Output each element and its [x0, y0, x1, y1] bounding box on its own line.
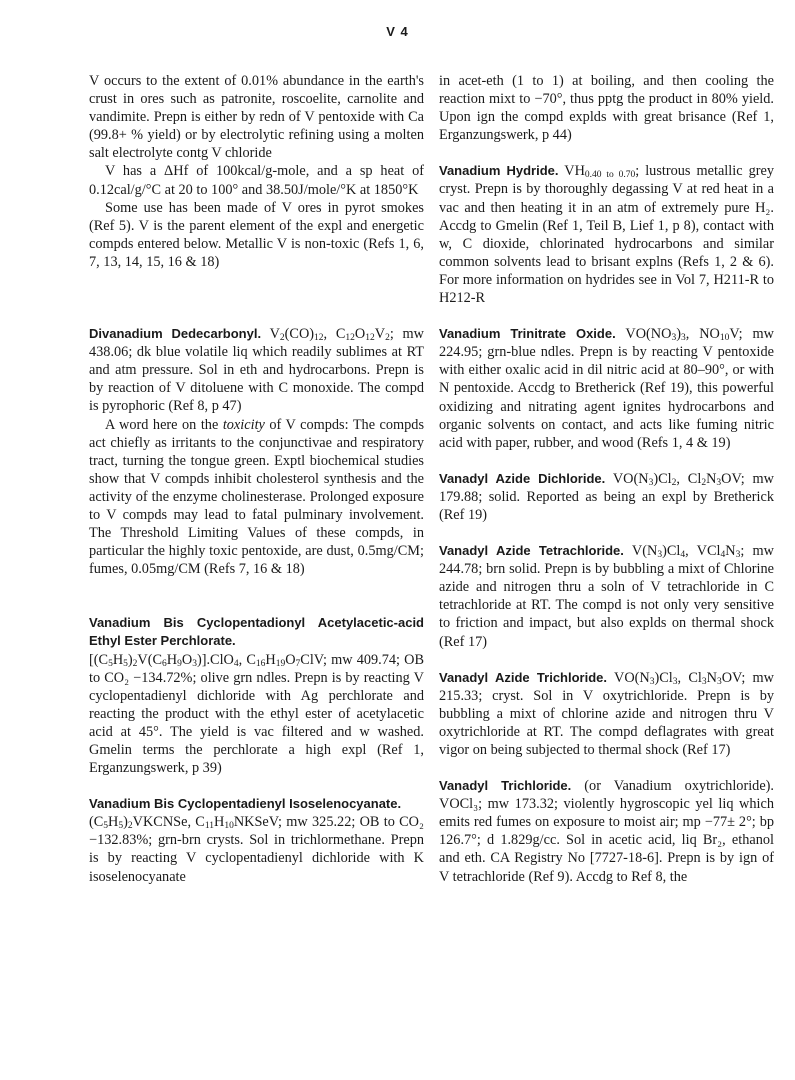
- continuation-paragraph: in acet-eth (1 to 1) at boiling, and then cooling the reaction mixt to −70°, thus pptg the product in 80% yield. Upon ign the compd explds with great brisance (Ref 1, Erganzungswerk, p 44): [439, 73, 774, 144]
- entry-heading: Vanadium Hydride.: [439, 163, 559, 179]
- entry-azide-dichloride: Vanadyl Azide Dichloride. $VO(N_3)Cl_2$, $Cl_2N_3OV$; mw 179.88; solid. Reported as being an expl by Bretherick (Ref 19): [439, 470, 774, 523]
- entry-vanadium-hydride: Vanadium Hydride. $VH_{0.40 to 0.70}$; lustrous metallic grey cryst. Prepn is by thoroughly degassing V at red heat in a vac and then heating it in an atm of extremely pure H₂. Accdg to Gmelin (Ref 1, Teil B, Lief 1, p 8), contact with w, C dioxide, chlorinated hydrocarbons and similar common solvents lead to brisant explns (Refs 1, 2 & 6). For more information on hydrides see in Vol 7, H211-R to H212-R: [439, 163, 774, 307]
- entry-heading: Vanadyl Azide Trichloride.: [439, 669, 607, 685]
- entry-text: ; mw 325.22; OB to CO₂ −132.83%; grn-brn crysts. Sol in trichlormethane. Prepn is by reacting V cyclopentadienyl dichloride with K isoselenocyanate: [89, 814, 424, 885]
- entry-heading: Vanadyl Trichloride.: [439, 778, 572, 794]
- entry-text: mw 409.74; OB to CO₂ −134.72%; olive grn ndles. Prepn is by reacting V cyclopentadienyl dichloride with Ag perchlorate and reacting the product with the ethyl ester of acetylacetic acid at 45°. The yield is vac filtered and w washed. Gmelin terms the perchlorate a high expl (Ref 1, Erganzungswerk, p 39): [89, 651, 425, 777]
- intro-paragraph-3: Some use has been made of V ores in pyrot smokes (Ref 5). V is the parent element of the expl and energetic compds entered below. Metallic V is non-toxic (Refs 1, 6, 7, 13, 14, 15, 16 & 18): [89, 199, 424, 270]
- entry-text: ; mw 215.33; cryst. Sol in V oxytrichloride. Prepn is by bubbling a mixt of chlorine azide and nitrogen thru V oxytrichloride at RT. The compd deflagrates with great vigor on being subjected to thermal shock (Ref 17): [439, 669, 774, 758]
- entry-text: mw 224.95; grn-blue ndles. Prepn is by reacting V pentoxide with either oxalic acid in dil nitric acid at 80–90°, or with N pentoxide. Accdg to Bretherick (Ref 19), this powerful oxidizing and nitrating agent ignites hydrocarbons and organic solvents on contact, and acts like fuming nitric acid with paper, rubber, and wood (Refs 1, 4 & 19): [439, 326, 774, 451]
- toxicity-text-pre: A word here on the: [105, 416, 219, 433]
- right-column: [439, 72, 774, 886]
- intro-paragraph-2: V has a ΔHf of 100kcal/g-mole, and a sp heat of 0.12cal/g/°C at 20 to 100° and 38.50J/mole/°K at 1850°K: [89, 163, 424, 198]
- entry-heading: Vanadyl Azide Tetrachloride.: [439, 543, 624, 559]
- entry-text: ; mw 179.88; solid. Reported as being an expl by Bretherick (Ref 19): [439, 470, 774, 523]
- entry-heading: Vanadyl Azide Dichloride.: [439, 470, 606, 486]
- toxicity-emphasis: toxicity: [222, 416, 265, 433]
- toxicity-text: of V compds: The compds act chiefly as irritants to the conjunctivae and respiratory tract, turning the tongue green. Exptl biochemical studies show that V compds inhibit cholesterol synthesis and the activity of the enzyme cholinesterase. Prolonged exposure to V compds may lead to fatal pulminary involvement. The Threshold Limiting Values of these compds, in particular the highly toxic pentoxide, are dust, 0.5mg/CM; fumes, 0.05mg/CM (Refs 7, 16 & 18): [89, 416, 425, 578]
- entry-heading: Divanadium Dedecarbonyl.: [89, 326, 262, 342]
- entry-bis-ester-perchlorate: Vanadium Bis Cyclopentadionyl Acetylacetic-acid Ethyl Ester Perchlorate. $[(C_5H_5)_2V(C_6H_9O_3)].ClO_4$, $C_{16}H_{19}O_7ClV$; mw 409.74; OB to CO₂ −134.72%; olive grn ndles. Prepn is by reacting V cyclopentadienyl dichloride with Ag perchlorate and reacting the product with the ethyl ester of acetylacetic acid at 45°. The yield is vac filtered and w washed. Gmelin terms the perchlorate a high expl (Ref 1, Erganzungswerk, p 39): [89, 615, 425, 777]
- entry-heading: Vanadium Trinitrate Oxide.: [439, 326, 616, 342]
- entry-bis-isoselenocyanate: Vanadium Bis Cyclopentadienyl Isoselenocyanate. $(C_5H_5)_2VKCNSe$, $C_{11}H_{10}NKSeV$; mw 325.22; OB to CO₂ −132.83%; grn-brn crysts. Sol in trichlormethane. Prepn is by reacting V cyclopentadienyl dichloride with K isoselenocyanate: [89, 796, 424, 885]
- entry-heading: Vanadium Bis Cyclopentadionyl Acetylacetic-acid Ethyl Ester Perchlorate.: [89, 615, 424, 649]
- left-column: [89, 72, 424, 886]
- entry-divanadium-dedecarbonyl: Divanadium Dedecarbonyl. $V_2(CO)_{12}$, $C_{12}O_{12}V_2$; mw 438.06; dk blue volatile liq which readily sublimes at RT and atm pressure. Sol in eth and hydrocarbons. Prepn is by reaction of V ditoluene with C monoxide. The compd is pyrophoric (Ref 8, p 47) A word here on the toxicity of V compds: The compds act chiefly as irritants to the conjunctivae and respiratory tract, turning the tongue green. Exptl biochemical studies show that V compds inhibit cholesterol synthesis and the activity of the enzyme cholinesterase. Prolonged exposure to V compds may lead to fatal pulminary involvement. The Threshold Limiting Values of these compds, in particular the highly toxic pentoxide, are dust, 0.5mg/CM; fumes, 0.05mg/CM (Refs 7, 16 & 18): [89, 326, 425, 578]
- entry-trinitrate-oxide: Vanadium Trinitrate Oxide. $VO(NO_3)_3$, $NO_{10}V$; mw 224.95; grn-blue ndles. Prepn is by reacting V pentoxide with either oxalic acid in dil nitric acid at 80–90°, or with N pentoxide. Accdg to Bretherick (Ref 19), this powerful oxidizing and nitrating agent ignites hydrocarbons and organic solvents on contact, and acts like fuming nitric acid with paper, rubber, and wood (Refs 1, 4 & 19): [439, 326, 774, 451]
- entry-text: ; lustrous metallic grey cryst. Prepn is by thoroughly degassing V at red heat in a vac and then heating it in an atm of extremely pure H₂. Accdg to Gmelin (Ref 1, Teil B, Lief 1, p 8), contact with w, C dioxide, chlorinated hydrocarbons and similar common solvents lead to brisant explns (Refs 1, 2 & 6). For more information on hydrides see in Vol 7, H211-R to H212-R: [439, 163, 774, 307]
- entry-text: (or Vanadium oxytrichloride). VOCl₃; mw 173.32; violently hygroscopic yel liq which emits red fumes on exposure to moist air; mp −77± 2°; bp 126.7°; d 1.829g/cc. Sol in acetic acid, liq Br₂, ethanol and eth. CA Registry No [7727-18-6]. Prepn is by ign of V tetrachloride (Ref 9). Accdg to Ref 8, the: [439, 778, 775, 885]
- entry-heading: Vanadium Bis Cyclopentadienyl Isoselenocyanate.: [89, 796, 402, 812]
- entry-azide-tetrachloride: Vanadyl Azide Tetrachloride. $V(N_3)Cl_4$, $VCl_4N_3$; mw 244.78; brn solid. Prepn is by bubbling a mixt of Chlorine azide and nitrogen thru a soln of V tetrachloride in C tetrachloride at RT. The compd is not only very sensitive to friction and impact, but also explds on thermal shock (Ref 17): [439, 543, 774, 650]
- entry-text: ; mw 244.78; brn solid. Prepn is by bubbling a mixt of Chlorine azide and nitrogen thru a soln of V tetrachloride in C tetrachloride at RT. The compd is not only very sensitive to friction and impact, but also explds on thermal shock (Ref 17): [439, 543, 774, 650]
- entry-vanadyl-trichloride: [439, 777, 774, 886]
- entry-text: ; mw 438.06; dk blue volatile liq which readily sublimes at RT and atm pressure. Sol in eth and hydrocarbons. Prepn is by reaction of V ditoluene with C monoxide. The compd is pyrophoric (Ref 8, p 47): [89, 326, 425, 415]
- intro-paragraph-1: V occurs to the extent of 0.01% abundance in the earth's crust in ores such as patronite, roscoelite, carnolite and vandimite. Prepn is either by redn of V pentoxide with Ca (99.8+ % yield) or by electrolytic refining using a molten salt electrolyte contg V chloride: [89, 73, 424, 162]
- page-number: V 4: [386, 24, 409, 39]
- entry-azide-trichloride: Vanadyl Azide Trichloride. $VO(N_3)Cl_3$, $Cl_3N_3OV$; mw 215.33; cryst. Sol in V oxytrichloride. Prepn is by bubbling a mixt of chlorine azide and nitrogen thru V oxytrichloride at RT. The compd deflagrates with great vigor on being subjected to thermal shock (Ref 17): [439, 669, 774, 758]
